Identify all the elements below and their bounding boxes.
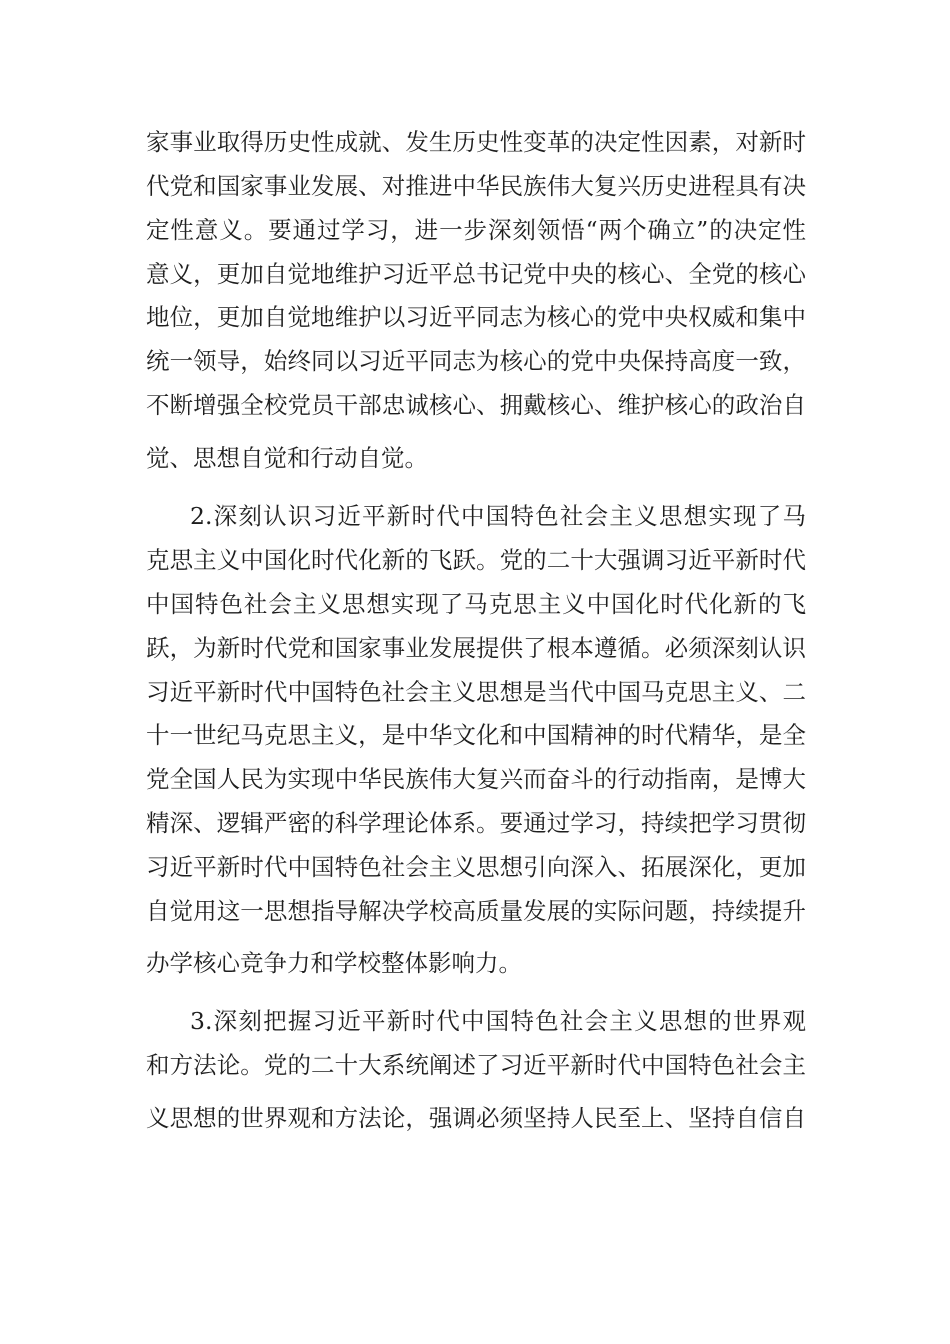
text-line	[0, 208, 950, 252]
line-text: 习近平新时代中国特色社会主义思想是当代中国马克思主义、二	[146, 678, 806, 706]
text-line	[0, 713, 950, 757]
text-line	[0, 626, 950, 670]
line-text: 3.深刻把握习近平新时代中国特色社会主义思想的世界观	[190, 1007, 806, 1035]
text-line	[0, 436, 950, 480]
text-line	[0, 941, 950, 985]
line-text: 精深、逻辑严密的科学理论体系。要通过学习，持续把学习贯彻	[146, 809, 806, 837]
line-text: 意义，更加自觉地维护习近平总书记党中央的核心、全党的核心	[146, 260, 806, 288]
line-text: 家事业取得历史性成就、发生历史性变革的决定性因素，对新时	[146, 128, 806, 156]
paragraph-first-line	[0, 494, 950, 538]
text-line	[0, 670, 950, 714]
line-text: 2.深刻认识习近平新时代中国特色社会主义思想实现了马	[190, 502, 806, 530]
line-text: 定性意义。要通过学习，进一步深刻领悟“两个确立”的决定性	[146, 216, 806, 244]
line-text: 十一世纪马克思主义，是中华文化和中国精神的时代精华，是全	[146, 721, 806, 749]
line-text: 跃，为新时代党和国家事业发展提供了根本遵循。必须深刻认识	[146, 634, 806, 662]
text-line	[0, 164, 950, 208]
line-text: 不断增强全校党员干部忠诚核心、拥戴核心、维护核心的政治自	[146, 391, 806, 419]
line-text: 党全国人民为实现中华民族伟大复兴而奋斗的行动指南，是博大	[146, 765, 806, 793]
text-line	[0, 582, 950, 626]
text-line	[0, 845, 950, 889]
text-line	[0, 120, 950, 164]
line-text: 中国特色社会主义思想实现了马克思主义中国化时代化新的飞	[146, 590, 806, 618]
line-text: 自觉用这一思想指导解决学校高质量发展的实际问题，持续提升	[146, 897, 806, 925]
line-text: 克思主义中国化时代化新的飞跃。党的二十大强调习近平新时代	[146, 546, 806, 574]
line-text: 习近平新时代中国特色社会主义思想引向深入、拓展深化，更加	[146, 853, 806, 881]
line-text: 办学核心竞争力和学校整体影响力。	[146, 949, 522, 977]
line-text: 代党和国家事业发展、对推进中华民族伟大复兴历史进程具有决	[146, 172, 806, 200]
text-line	[0, 1043, 950, 1087]
text-line	[0, 252, 950, 296]
text-line	[0, 538, 950, 582]
paragraph-first-line	[0, 999, 950, 1043]
text-line	[0, 1096, 950, 1140]
line-text: 觉、思想自觉和行动自觉。	[146, 444, 428, 472]
line-text: 义思想的世界观和方法论，强调必须坚持人民至上、坚持自信自	[146, 1104, 806, 1132]
text-line	[0, 801, 950, 845]
text-line	[0, 383, 950, 427]
text-line	[0, 889, 950, 933]
line-text: 和方法论。党的二十大系统阐述了习近平新时代中国特色社会主	[146, 1051, 806, 1079]
text-line	[0, 757, 950, 801]
text-line	[0, 295, 950, 339]
line-text: 统一领导，始终同以习近平同志为核心的党中央保持高度一致，	[146, 347, 806, 375]
line-text: 地位，更加自觉地维护以习近平同志为核心的党中央权威和集中	[146, 303, 806, 331]
text-line	[0, 339, 950, 383]
